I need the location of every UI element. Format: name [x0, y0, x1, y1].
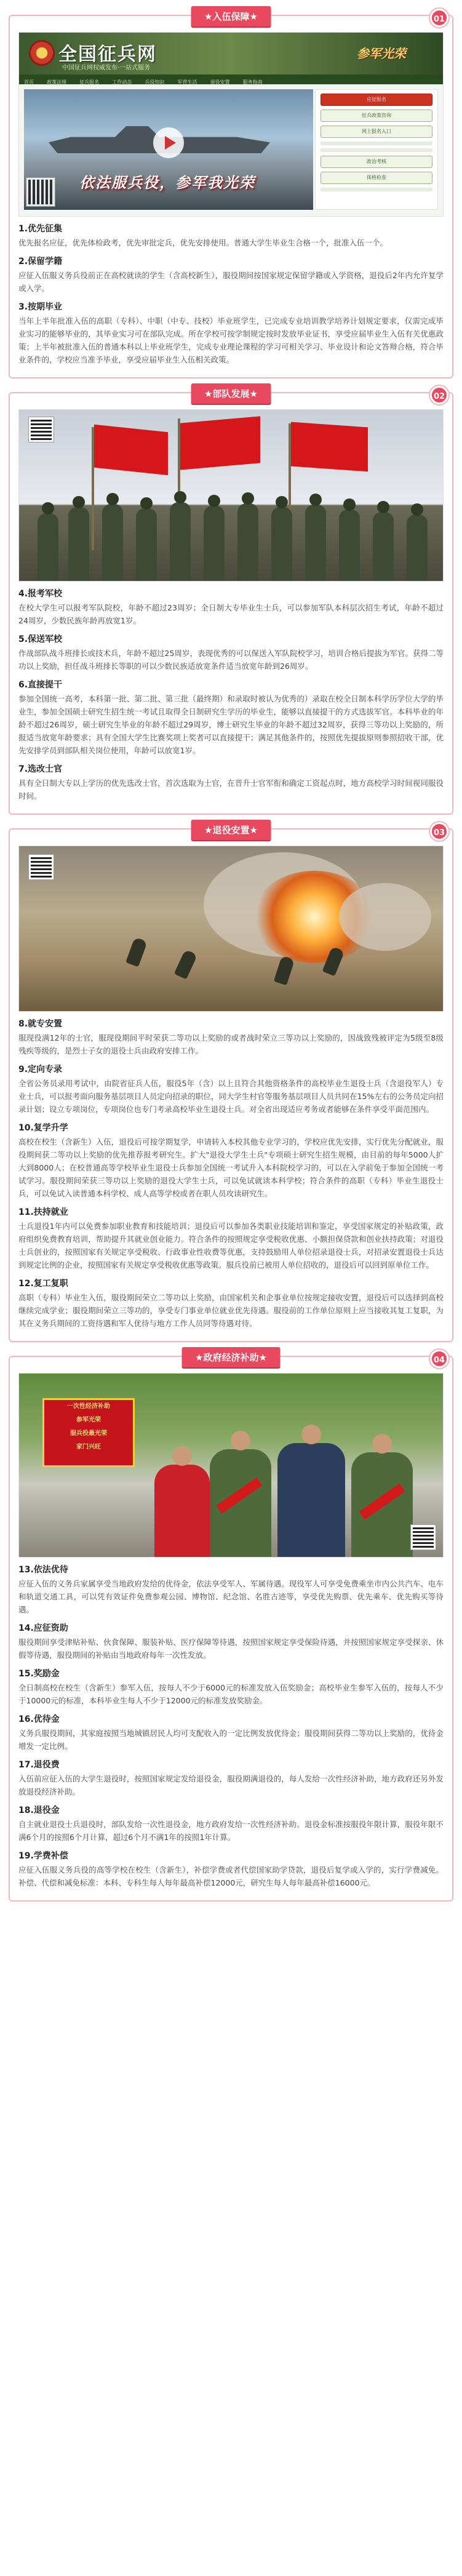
- item-title: 1.优先征集: [18, 224, 63, 234]
- item-text: 高职（专科）毕业生入伍，服役期间荣立二等功以上奖励，由国家机关和企事业单位按规定接收安置，退役后可以选择到高校继续完成学业；服役期间荣立三等功的，享受专门事业单位就业优先待遇。服役前的工作单位原则上应当接收其复工复职，为其在义务兵期间的工资待遇和军人优待与地方工作人员同等待遇对待。: [18, 1293, 444, 1328]
- item-block: [18, 1668, 444, 1707]
- item-block: [18, 763, 444, 802]
- sidebar-button: 网上报名入口: [321, 126, 432, 138]
- item-title: 17.退役费: [18, 1760, 60, 1770]
- nav-item: 军营生活: [177, 79, 197, 85]
- red-flag-icon: [291, 422, 368, 472]
- section-title: ★退役安置★: [191, 820, 271, 840]
- soldier-figure: [170, 502, 191, 581]
- banner-caption: 依法服兵役，参军我光荣: [79, 174, 255, 191]
- item-text: 高校在校生（含新生）入伍，退役后可按学期复学，申请转入本校其他专业学习的，学校应优先安排，实行优先分配就业，服役期间获二等功以上奖励的优先推荐报考研究生。扩大"退役大学生士兵"专项硕士研究生招生规模，由目前的每年5000人扩大到8000人；在校普通高等学校毕业生退役士兵参加全国统一考试升入本科院校学习的，可以在入学前免于参加全国统一考试学习。服役期间荣获三等功以上奖励的退役大学生士兵，可以免试就读本科学校；符合条件的高职（专科）毕业生退役士兵，可以免试入读普通本科学校、成人高等学校或者在职人员攻读研究生。: [18, 1137, 444, 1198]
- item-block: [18, 633, 444, 673]
- item-block: [18, 1759, 444, 1798]
- item-title: 2.保留学籍: [18, 257, 63, 266]
- sidebar-line: [321, 142, 432, 145]
- item-text: 优先报名应征，优先体检政考，优先审批定兵，优先安排使用。普通大学生毕业生合格一个，批准入伍一个。: [18, 238, 388, 247]
- banner-line: 一次性经济补助: [67, 1403, 110, 1410]
- item-block: [18, 1850, 444, 1889]
- item-text: 应征入伍服义务兵役的高等学校在校生（含新生），补偿学费或者代偿国家助学贷款，退役后复学或入学的，实行学费减免。补偿、代偿和减免标准：本科、专科生每人每年最高补偿12000元，研究生每人每年最高补偿16000元。: [18, 1865, 444, 1887]
- qr-code-icon: [26, 178, 55, 206]
- smoke-cloud: [339, 883, 431, 951]
- sendoff-ceremony-image: [18, 1373, 444, 1558]
- website-header: [19, 33, 443, 74]
- item-block: [18, 1018, 444, 1057]
- battlefield-image: [18, 846, 444, 1012]
- soldier-figure: [274, 956, 295, 986]
- soldier-figure: [373, 512, 394, 581]
- item-title: 18.退役金: [18, 1806, 60, 1815]
- item-block: [18, 255, 444, 295]
- section-title: ★政府经济补助★: [181, 1347, 281, 1367]
- item-text: 士兵退役1年内可以免费参加职业教育和技能培训；退役后可以参加各类职业技能培训和鉴定，享受国家规定的补贴政策，政府组织免费教育培训，帮助提升其就业创业能力。符合条件的按照规定享受税收优惠、小额担保贷款和创业扶持政策；对退役士兵创业的，按照国家有关规定享受税收、行政事业性收费等优惠，支持鼓励用人单位招录退役士兵，对招录安置退役士兵达到规定比例的企业，按照国家有关规定享受税收优惠等政策。服兵役前已被用人单位招收的，退役后可以回到原单位工作。: [18, 1222, 444, 1270]
- website-screenshot-image: [18, 32, 444, 217]
- item-title: 6.直接提干: [18, 680, 63, 690]
- section-army-development: [9, 388, 453, 815]
- item-text: 作战部队战斗班排长或技术兵，年龄不超过25周岁，表现优秀的可以保送入军队院校学习，培训合格后提拔为军官。获得二等功以上奖励，担任战斗班排长等职的可以少数民族适放宽条件适当放宽年龄到26周岁。: [18, 649, 444, 671]
- soldier-figure: [38, 513, 58, 581]
- play-icon: [153, 127, 184, 158]
- item-block: [18, 223, 444, 249]
- qr-code-icon: [411, 1525, 436, 1550]
- website-sidebar: [315, 89, 438, 210]
- item-block: [18, 301, 444, 366]
- item-title: 3.按期毕业: [18, 302, 63, 312]
- item-text: 应征入伍服义务兵役前正在高校就读的学生（含高校新生），服役期间按国家规定保留学籍或入学资格，退役后2年内允许复学或入学。: [18, 271, 444, 293]
- site-logo-text: 全国征兵网: [58, 44, 157, 65]
- item-block: [18, 1622, 444, 1662]
- item-block: [18, 1804, 444, 1844]
- sidebar-button: 政治考核: [321, 156, 432, 168]
- item-block: [18, 1122, 444, 1200]
- soldier-figure: [204, 506, 225, 581]
- item-title: 12.复工复职: [18, 1279, 68, 1289]
- item-block: [18, 588, 444, 627]
- item-block: [18, 1713, 444, 1753]
- banner-line: 参军光荣: [76, 1417, 101, 1423]
- section-number: 01: [430, 9, 448, 27]
- section-title: ★部队发展★: [191, 383, 271, 404]
- item-title: 13.依法优待: [18, 1565, 68, 1575]
- section-government-subsidy: [9, 1352, 453, 1902]
- soldier-figure: [237, 503, 258, 581]
- item-text: 义务兵服役期间，其家庭按照当地城镇居民人均可支配收入的一定比例发放优待金；服役期间获得二等功以上奖励的，优待金增发一定比例。: [18, 1729, 444, 1751]
- item-block: [18, 679, 444, 757]
- item-block: [18, 1278, 444, 1330]
- soldier-figure: [305, 505, 326, 581]
- item-title: 14.应征资助: [18, 1623, 68, 1633]
- soldiers-flags-image: [18, 409, 444, 582]
- section-enlistment-guarantee: [9, 11, 453, 378]
- soldier-figure: [68, 507, 89, 581]
- item-text: 入伍前应征入伍的大学生退役时，按照国家规定发给退役金，服役期满退役的，每人发给一次性经济补助，地方政府还另外发放退役经济补助。: [18, 1774, 444, 1796]
- section-title: ★入伍保障★: [191, 6, 271, 26]
- item-title: 9.定向专录: [18, 1065, 63, 1074]
- sidebar-button: 应征报名: [321, 94, 432, 106]
- website-video-banner: [24, 89, 313, 210]
- item-text: 在校大学生可以报考军队院校，年龄不超过23周岁；全日制大专毕业生士兵，可以参加军队本科层次招生考试，年龄不超过24周岁，少数民族年龄再放宽1岁。: [18, 603, 444, 625]
- red-flag-icon: [180, 416, 260, 470]
- item-title: 19.学费补偿: [18, 1851, 68, 1861]
- soldier-figure: [174, 949, 198, 979]
- sidebar-line: [321, 188, 432, 191]
- nav-item: 首页: [24, 79, 34, 85]
- qr-code-icon: [29, 417, 54, 442]
- item-title: 7.选改士官: [18, 764, 63, 774]
- section-retirement-placement: [9, 825, 453, 1342]
- item-text: 具有全日制大专以上学历的优先选改士官，首次选取为士官，在晋升士官军衔和确定工资起点时，地方高校学习时间视同服役时间。: [18, 778, 444, 801]
- person-figure: [154, 1465, 210, 1557]
- nav-item: 征兵报名: [79, 79, 100, 85]
- soldier-figure: [339, 510, 360, 581]
- section-number: 02: [430, 386, 448, 404]
- item-title: 4.报考军校: [18, 589, 63, 599]
- soldier-figure: [136, 508, 157, 581]
- item-block: [18, 1206, 444, 1271]
- qr-code-icon: [29, 855, 54, 879]
- nav-item: 工作动态: [112, 79, 132, 85]
- red-flag-icon: [94, 425, 168, 476]
- item-block: [18, 1063, 444, 1116]
- soldier-figure: [102, 504, 123, 581]
- banner-line: 服兵役最光荣: [70, 1430, 107, 1437]
- site-slogan: 参军光荣: [357, 46, 406, 61]
- item-title: 5.保送军校: [18, 634, 63, 644]
- sidebar-button: 征兵政策咨询: [321, 110, 432, 122]
- army-emblem-icon: [29, 40, 55, 66]
- section-number: 04: [430, 1350, 448, 1368]
- item-text: 当年上半年批准入伍的高职（专科）、中职（中专、技校）毕业班学生，已完成专业培训教学培养计划规定要求，仅需完成毕业实习的能够毕业的，其毕业实习可在部队完成。所在学校可按学制规定按时发放毕业证书，享受应届毕业生入伍有关优惠政策；上半年被批准入伍的普通本科以上毕业班学生，完成专业理论课程的学习可相关学习、毕业设计和论文答辩合格，符合毕业条件的，学校应当准予毕业，享受应届毕业生入伍相关政策。: [18, 316, 444, 364]
- soldier-figure: [271, 507, 292, 581]
- banner-line: 家门兴旺: [76, 1444, 101, 1450]
- nav-item: 退役安置: [210, 79, 230, 85]
- item-text: 服役期间享受津贴补贴、伙食保障、服装补贴、医疗保障等待遇，按照国家规定享受保险待遇，并按照国家规定享受探亲、休假等待遇，服役期间的补贴由当地政府每年一次性发放。: [18, 1638, 444, 1660]
- soldier-figure: [407, 514, 428, 581]
- sidebar-line: [321, 148, 432, 152]
- item-title: 15.奖励金: [18, 1669, 60, 1679]
- item-block: [18, 1564, 444, 1616]
- item-text: 全日制高校在校生（含新生）参军入伍，按每人不少于6000元的标准发放入伍奖励金；高校毕业生参军入伍的，按每人不少于10000元的标准，本科毕业生每人不少于12000元的标准发放奖励金。: [18, 1683, 444, 1705]
- nav-item: 政策法规: [47, 79, 67, 85]
- item-text: 应征入伍的义务兵家属享受当地政府发给的优待金，依法享受军人、军属待遇。现役军人可享受免费乘坐市内公共汽车、电车和轨道交通工具，可以凭有效证件免费参观公园、博物馆、纪念馆、名胜古迹等，享受优先购票、优先乘车、优先购买等待遇。: [18, 1579, 444, 1614]
- nav-item: 服务指南: [242, 79, 263, 85]
- item-title: 16.优待金: [18, 1714, 60, 1724]
- red-banner: [42, 1398, 135, 1467]
- sidebar-button: 体格检查: [321, 172, 432, 184]
- item-title: 11.扶持就业: [18, 1207, 68, 1217]
- item-text: 服现役满12年的士官，服现役期间平时荣获二等功以上奖励的或者战时荣立三等功以上奖励的，因战致残被评定为5级至8级残疾等级的，是烈士子女的退役士兵由政府安排工作。: [18, 1033, 444, 1055]
- nav-item: 兵役知识: [145, 79, 165, 85]
- item-text: 参加全国统一高考，本科第一批、第二批、第三批（最终期）和录取时被认为优秀的）录取在校全日制本科学历学位大学的毕业生，参加全国硕士研究生招生统一考试且取得全日制研究生学历的毕业生，能够以直接提干的方式选拔军官。本科毕业的年龄不超过26周岁，硕士研究生毕业的年龄不超过29周岁，博士研究生毕业的年龄不超过32周岁，获得三等功以上奖励的，所报适当放宽年龄要求；具有全国大学生比赛奖项上奖者可以直接提干；满足其他条件的，按照优先提拔原则参照招收干部，优先安排学员到部队相关岗位使用，年龄可以放宽1岁。: [18, 694, 444, 755]
- site-subtitle: 中国征兵网权威发布·一站式服务: [62, 65, 151, 71]
- website-nav: [19, 74, 443, 84]
- section-number: 03: [430, 822, 448, 841]
- soldier-figure: [125, 937, 148, 967]
- item-text: 全省公务员录用考试中，由院省征兵人伍，服役5年（含）以上且符合其他资格条件的高校毕业生退役士兵（含退役军人）专业士兵，可以报考面向服务基层项目人员定向招录的职位，同大学生村官等服务基层项目人员共同在15%左右的公务员定向招录计划；设立专项岗位，专项岗位也专门考录高校毕业生退役士兵。对全省出现适应考务或者能够在条件享受平面范围内。: [18, 1079, 444, 1114]
- item-title: 10.复学升学: [18, 1123, 68, 1133]
- person-figure: [277, 1443, 345, 1557]
- item-text: 自主就业退役士兵退役时，部队发给一次性退役金，地方政府发给一次性经济补助。退役金标准按服役年限计算，服役年限不满6个月的按照6个月计算，超过6个月不满1年的按照1年计算。: [18, 1820, 444, 1842]
- item-title: 8.就专安置: [18, 1019, 63, 1029]
